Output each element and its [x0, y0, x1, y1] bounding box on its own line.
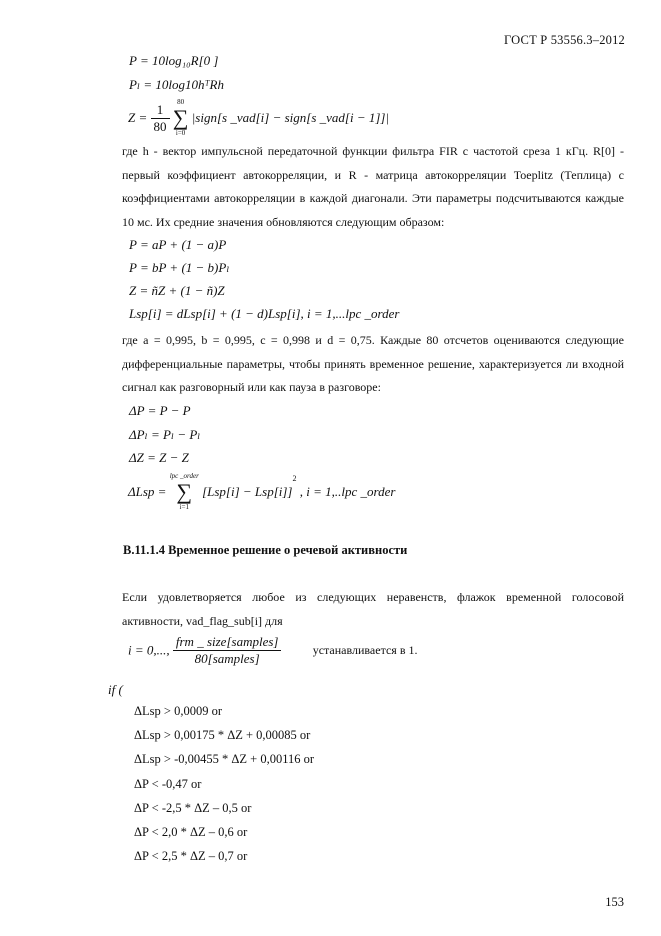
formula-range — [128, 634, 418, 667]
formula-z-sum-bot: i=0 — [175, 129, 186, 137]
page-number: 153 — [605, 895, 624, 909]
condition-6: ΔP < 2,0 * ΔZ – 0,6 or — [134, 825, 248, 839]
formula-delta-lsp-exp: 2 — [292, 473, 297, 483]
formula-delta-z: ΔZ = Z − Z — [129, 450, 189, 465]
formula-range-frac — [173, 634, 282, 667]
formula-delta-lsp — [128, 472, 395, 512]
formula-avg-pl: P = bP + (1 − b)Pₗ — [129, 260, 230, 275]
formula-delta-lsp-lhs: ΔLsp = — [128, 484, 167, 499]
if-open: if ( — [108, 682, 123, 697]
formula-delta-lsp-body: [Lsp[i] − Lsp[i]] — [202, 484, 293, 499]
condition-4: ΔP < -0,47 or — [134, 777, 202, 791]
formula-z-sum: 80 ∑ i=0 — [172, 98, 189, 137]
formula-range-lhs: i = 0,..., — [128, 642, 170, 658]
condition-5: ΔP < -2,5 * ΔZ – 0,5 or — [134, 801, 252, 815]
condition-1: ΔLsp > 0,0009 or — [134, 704, 223, 718]
paragraph-coefficients: где a = 0,995, b = 0,995, c = 0,998 и d = 0,75. Каждые 80 отсчетов оцениваются следующие дифференциальные параметры, чтобы принять временное решение, характеризуется ли входной сигнал как разговорный или как пауза в разговоре: — [122, 333, 624, 394]
section-title: В.11.1.4 Временное решение о речевой активности — [123, 543, 408, 557]
paragraph-condition-intro: Если удовлетворяется любое из следующих неравенств, флажок временной голосовой активности, vad_flag_sub[i] для — [122, 590, 624, 628]
formula-delta-p: ΔP = P − P — [129, 403, 191, 418]
formula-z-sum-top: 80 — [177, 98, 185, 106]
formula-range-den: 80[samples] — [194, 651, 260, 666]
formula-z-frac — [151, 102, 170, 135]
formula-avg-z: Z = ñZ + (1 − ñ)Z — [129, 283, 225, 298]
formula-pl: Pₗ = 10log10hᵀRh — [129, 77, 224, 92]
formula-avg-p: P = aP + (1 − a)P — [129, 237, 227, 252]
condition-3: ΔLsp > -0,00455 * ΔZ + 0,00116 or — [134, 752, 315, 766]
paragraph-definitions: где h - вектор импульсной передаточной функции фильтра FIR с частотой среза 1 кГц. R[0] - первый коэффициент автокорреляции, и R - матрица автокорреляции Toeplitz (Теплица) с коэффициентами автокорреляции в каждой диагонали. Эти параметры подсчитываются каждые 10 мс. Их средние значения обновляются следующим образом: — [122, 144, 624, 229]
formula-z-num: 1 — [151, 102, 170, 119]
condition-2: ΔLsp > 0,00175 * ΔZ + 0,00085 or — [134, 728, 311, 742]
formula-delta-lsp-sum: lpc _order ∑ i=1 — [169, 472, 199, 511]
condition-7: ΔP < 2,5 * ΔZ – 0,7 or — [134, 849, 248, 863]
formula-z-lhs: Z = — [128, 110, 148, 125]
formula-range-tail: устанавливается в 1. — [312, 643, 418, 657]
page-header: ГОСТ Р 53556.3–2012 — [504, 33, 625, 47]
formula-delta-pl: ΔPₗ = Pₗ − Pₗ — [129, 427, 201, 442]
formula-delta-lsp-tail: , i = 1,..lpc _order — [299, 484, 396, 499]
formula-avg-lsp: Lsp[i] = dLsp[i] + (1 − d)Lsp[i], i = 1,...lpc _order — [129, 306, 400, 321]
formula-z-den: 80 — [153, 118, 167, 134]
formula-range-num: frm _ size[samples] — [173, 634, 282, 651]
formula-z — [128, 98, 389, 138]
formula-delta-lsp-sum-bot: i=1 — [179, 503, 189, 511]
formula-z-body: |sign[s _vad[i] − sign[s _vad[i − 1]]| — [191, 110, 390, 125]
formula-p: P = 10log₁₀R[0 ] — [129, 53, 219, 68]
formula-delta-lsp-sum-top: lpc _order — [169, 472, 199, 480]
